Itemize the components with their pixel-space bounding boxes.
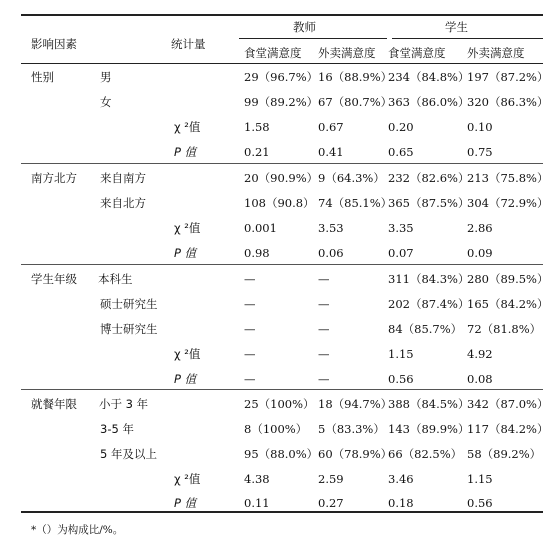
value-cell: — <box>318 347 330 361</box>
value-cell: 0.41 <box>318 145 344 159</box>
value-cell: 3.46 <box>388 472 414 486</box>
value-cell: 74（85.1%） <box>318 196 393 210</box>
value-cell: 0.09 <box>467 246 493 260</box>
value-cell: 20（90.9%） <box>244 171 319 185</box>
footnote: *（）为构成比/%。 <box>31 524 124 536</box>
factor-label: 性别 <box>31 70 54 84</box>
header-stat: 统计量 <box>171 37 206 51</box>
factor-label: 学生年级 <box>31 272 77 286</box>
value-cell: 8（100%） <box>244 422 308 436</box>
row-label: 硕士研究生 <box>100 297 158 311</box>
value-cell: 365（87.5%） <box>388 196 470 210</box>
stat-label: P 值 <box>174 372 197 386</box>
header-bottom-rule <box>21 63 543 64</box>
value-cell: 232（82.6%） <box>388 171 470 185</box>
row-label: 男 <box>100 70 112 84</box>
value-cell: 0.11 <box>244 496 270 510</box>
header-student-takeout: 外卖满意度 <box>467 46 525 60</box>
value-cell: — <box>244 272 256 286</box>
value-cell: 0.06 <box>318 246 344 260</box>
value-cell: 311（84.3%） <box>388 272 470 286</box>
factor-label: 就餐年限 <box>31 397 77 411</box>
value-cell: 0.18 <box>388 496 414 510</box>
value-cell: 4.92 <box>467 347 493 361</box>
value-cell: 0.98 <box>244 246 270 260</box>
header-student-canteen: 食堂满意度 <box>388 46 446 60</box>
value-cell: 0.001 <box>244 221 277 235</box>
stat-label: P 值 <box>174 145 197 159</box>
value-cell: 0.75 <box>467 145 493 159</box>
value-cell: 388（84.5%） <box>388 397 470 411</box>
value-cell: 363（86.0%） <box>388 95 470 109</box>
value-cell: 9（64.3%） <box>318 171 385 185</box>
value-cell: 18（94.7%） <box>318 397 393 411</box>
value-cell: 72（81.8%） <box>467 322 542 336</box>
stat-label: χ ²值 <box>174 347 201 361</box>
value-cell: 1.15 <box>467 472 493 486</box>
value-cell: — <box>244 322 256 336</box>
value-cell: 99（89.2%） <box>244 95 319 109</box>
value-cell: 25（100%） <box>244 397 315 411</box>
value-cell: 84（85.7%） <box>388 322 463 336</box>
value-cell: 58（89.2%） <box>467 447 542 461</box>
value-cell: — <box>244 347 256 361</box>
value-cell: 1.58 <box>244 120 270 134</box>
value-cell: — <box>244 297 256 311</box>
teacher-subheader-rule <box>239 38 387 39</box>
header-student: 学生 <box>445 20 468 34</box>
value-cell: 0.20 <box>388 120 414 134</box>
value-cell: — <box>318 272 330 286</box>
group-separator-rule <box>21 264 543 265</box>
row-label: 来自南方 <box>100 171 146 185</box>
header-teacher-takeout: 外卖满意度 <box>318 46 376 60</box>
student-subheader-rule <box>392 38 543 39</box>
value-cell: 0.56 <box>467 496 493 510</box>
value-cell: 2.59 <box>318 472 344 486</box>
value-cell: — <box>318 372 330 386</box>
stat-label: χ ²值 <box>174 221 201 235</box>
value-cell: 29（96.7%） <box>244 70 319 84</box>
factor-label: 南方北方 <box>31 171 77 185</box>
value-cell: 0.08 <box>467 372 493 386</box>
row-label: 3-5 年 <box>100 422 134 436</box>
row-label: 小于 3 年 <box>99 397 149 411</box>
value-cell: 304（72.9%） <box>467 196 549 210</box>
header-teacher-canteen: 食堂满意度 <box>244 46 302 60</box>
value-cell: — <box>318 297 330 311</box>
value-cell: 197（87.2%） <box>467 70 549 84</box>
value-cell: 234（84.8%） <box>388 70 470 84</box>
value-cell: 0.21 <box>244 145 270 159</box>
value-cell: — <box>244 372 256 386</box>
row-label: 女 <box>100 95 112 109</box>
value-cell: 0.67 <box>318 120 344 134</box>
table-top-rule <box>21 14 543 16</box>
value-cell: 0.27 <box>318 496 344 510</box>
group-separator-rule <box>21 163 543 164</box>
header-teacher: 教师 <box>293 20 316 34</box>
row-label: 来自北方 <box>100 196 146 210</box>
value-cell: 66（82.5%） <box>388 447 463 461</box>
value-cell: 280（89.5%） <box>467 272 549 286</box>
value-cell: 117（84.2%） <box>467 422 549 436</box>
value-cell: 16（88.9%） <box>318 70 393 84</box>
value-cell: 0.10 <box>467 120 493 134</box>
header-factor: 影响因素 <box>31 37 77 51</box>
value-cell: 3.53 <box>318 221 344 235</box>
value-cell: 202（87.4%） <box>388 297 470 311</box>
value-cell: 213（75.8%） <box>467 171 549 185</box>
value-cell: 320（86.3%） <box>467 95 549 109</box>
value-cell: 108（90.8） <box>244 196 315 210</box>
stat-label: P 值 <box>174 496 197 510</box>
value-cell: 0.07 <box>388 246 414 260</box>
value-cell: 342（87.0%） <box>467 397 549 411</box>
value-cell: 165（84.2%） <box>467 297 549 311</box>
value-cell: — <box>318 322 330 336</box>
value-cell: 3.35 <box>388 221 414 235</box>
value-cell: 1.15 <box>388 347 414 361</box>
value-cell: 67（80.7%） <box>318 95 393 109</box>
value-cell: 0.65 <box>388 145 414 159</box>
row-label: 博士研究生 <box>100 322 158 336</box>
stat-label: χ ²值 <box>174 120 201 134</box>
value-cell: 5（83.3%） <box>318 422 385 436</box>
table-bottom-rule <box>21 511 543 513</box>
value-cell: 60（78.9%） <box>318 447 393 461</box>
stat-label: χ ²值 <box>174 472 201 486</box>
value-cell: 0.56 <box>388 372 414 386</box>
group-separator-rule <box>21 389 543 390</box>
row-label: 本科生 <box>98 272 133 286</box>
stat-label: P 值 <box>174 246 197 260</box>
value-cell: 4.38 <box>244 472 270 486</box>
value-cell: 95（88.0%） <box>244 447 319 461</box>
row-label: 5 年及以上 <box>100 447 157 461</box>
value-cell: 2.86 <box>467 221 493 235</box>
value-cell: 143（89.9%） <box>388 422 470 436</box>
